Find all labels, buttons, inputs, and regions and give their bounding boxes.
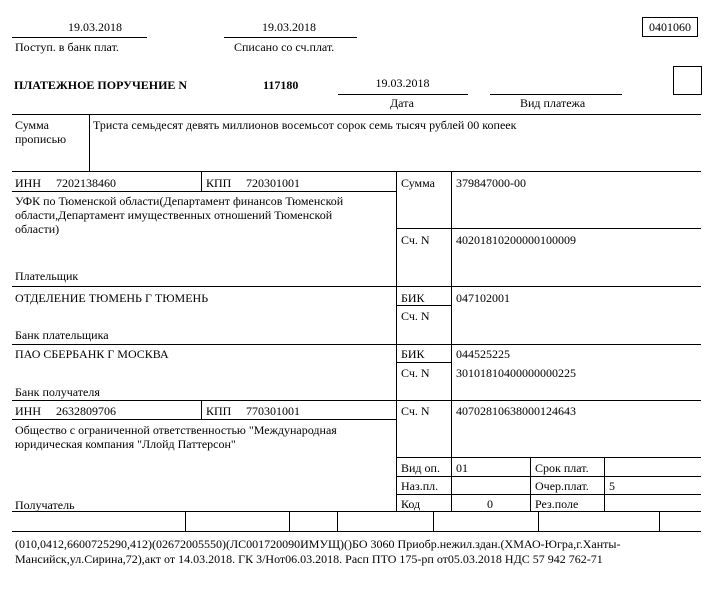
naz-pl-label: Наз.пл. [401, 479, 439, 493]
payee-account-label: Сч. N [401, 404, 430, 418]
order-date-line [338, 94, 468, 95]
rule-payee-bank-top [12, 344, 701, 345]
rule-payer-bank-top [12, 286, 701, 287]
payee-inn: 2632809706 [56, 404, 116, 418]
form-code: 0401060 [642, 17, 698, 37]
rule-details-row2 [396, 476, 701, 477]
ocher-plat: 5 [609, 479, 615, 493]
date-debited: 19.03.2018 [262, 20, 316, 34]
payer-kpp: 720301001 [246, 176, 300, 190]
rule-details-row3 [396, 494, 701, 495]
vid-op: 01 [456, 461, 468, 475]
vid-op-label: Вид оп. [401, 461, 440, 475]
rule-budget-1 [185, 511, 186, 531]
purpose-line-2: Мансийск,ул.Сирина,72),акт от 14.03.2018. ГК 3/Нот06.03.2018. Расп ПТО 175-рп от05.03.2018 НДС 57 942 762-71 [15, 552, 603, 566]
checkbox-square [673, 66, 702, 95]
rule-sum-bottom [396, 228, 701, 229]
payee-bank-bik-label: БИК [401, 347, 425, 361]
payer-kpp-label: КПП [206, 176, 232, 190]
rule-budget-6 [659, 511, 660, 531]
payer-bank-bik: 047102001 [456, 291, 510, 305]
payer-bank-label: Банк плательщика [15, 328, 109, 342]
payee-bank-account: 30101810400000000225 [456, 366, 576, 380]
rule-budget-top [12, 511, 701, 512]
payment-type-line [490, 94, 622, 95]
order-date-label: Дата [390, 96, 414, 110]
rule-details-col4 [604, 457, 605, 511]
rule-payee-inn-bottom [12, 419, 396, 420]
payee-bank-bik: 044525225 [456, 347, 510, 361]
payer-name-2: области,Департамент имущественных отношений Тюменской [15, 208, 333, 222]
payee-account: 40702810638000124643 [456, 404, 576, 418]
payee-name-1: Общество с ограниченной ответственностью "Международная [15, 423, 337, 437]
amount-words-label-2: прописью [15, 132, 67, 146]
payee-bank-label: Банк получателя [15, 385, 100, 399]
order-number: 117180 [263, 78, 299, 92]
rule-payee-bank-bik-bottom [396, 362, 451, 363]
payee-bank-account-label: Сч. N [401, 366, 430, 380]
payee-kpp-label: КПП [206, 404, 232, 418]
rule-budget-2 [289, 511, 290, 531]
rule-budget-3 [337, 511, 338, 531]
date-debited-line [224, 37, 357, 38]
payment-type-label: Вид платежа [520, 96, 586, 110]
payee-kpp: 770301001 [246, 404, 300, 418]
rule-budget-bottom [12, 531, 701, 532]
purpose-line-1: (010,0412,6600725290,412)(02672005550)(ЛС001720090ИМУЩ)()БО 3060 Приобр.нежил.здан.(ХМАО-Югра,г.Ханты- [15, 537, 621, 551]
rule-amount-sep [89, 114, 90, 171]
payer-sum-label: Сумма [401, 176, 435, 190]
srok-plat-label: Срок плат. [535, 461, 589, 475]
date-received-line [12, 37, 147, 38]
payer-name-3: области) [15, 222, 60, 236]
payer-inn: 7202138460 [56, 176, 116, 190]
rule-payee-top [12, 400, 701, 401]
rule-budget-4 [433, 511, 434, 531]
rule-col1 [396, 171, 397, 511]
ocher-plat-label: Очер.плат. [535, 479, 589, 493]
rule-payer-inn-kpp [201, 171, 202, 191]
date-received-label: Поступ. в банк плат. [15, 40, 119, 54]
payee-label: Получатель [15, 498, 75, 512]
rez-pole-label: Рез.поле [535, 497, 579, 511]
rule-col2 [451, 171, 452, 511]
date-received: 19.03.2018 [68, 20, 122, 34]
payer-label: Плательщик [15, 269, 79, 283]
payer-bank-bik-label: БИК [401, 291, 425, 305]
kod: 0 [487, 497, 493, 511]
rule-details-col3 [530, 457, 531, 511]
rule-payer-top [12, 171, 701, 172]
date-debited-label: Списано со сч.плат. [234, 40, 335, 54]
rule-payee-inn-kpp [201, 400, 202, 419]
rule-amount-top [12, 114, 701, 115]
rule-payer-inn-bottom [12, 191, 396, 192]
amount-words-label-1: Сумма [15, 118, 49, 132]
rule-payer-bank-bik-bottom [396, 305, 451, 306]
order-date: 19.03.2018 [375, 76, 430, 90]
payee-name-2: юридическая компания "Ллойд Паттерсон" [15, 437, 236, 451]
amount-words-text: Триста семьдесят девять миллионов восемьсот сорок семь тысяч рублей 00 копеек [93, 118, 517, 132]
payer-bank-name: ОТДЕЛЕНИЕ ТЮМЕНЬ Г ТЮМЕНЬ [15, 291, 209, 305]
rule-details-top [396, 457, 701, 458]
payer-inn-label: ИНН [15, 176, 41, 190]
payer-account: 40201810200000100009 [456, 233, 576, 247]
payer-account-label: Сч. N [401, 233, 430, 247]
payer-name-1: УФК по Тюменской области(Департамент финансов Тюменской [15, 194, 344, 208]
kod-label: Код [401, 497, 421, 511]
order-title: ПЛАТЕЖНОЕ ПОРУЧЕНИЕ N [14, 78, 188, 92]
payer-bank-account-label: Сч. N [401, 309, 430, 323]
payer-sum: 379847000-00 [456, 176, 526, 190]
payee-inn-label: ИНН [15, 404, 41, 418]
rule-budget-5 [538, 511, 539, 531]
payee-bank-name: ПАО СБЕРБАНК Г МОСКВА [15, 347, 169, 361]
